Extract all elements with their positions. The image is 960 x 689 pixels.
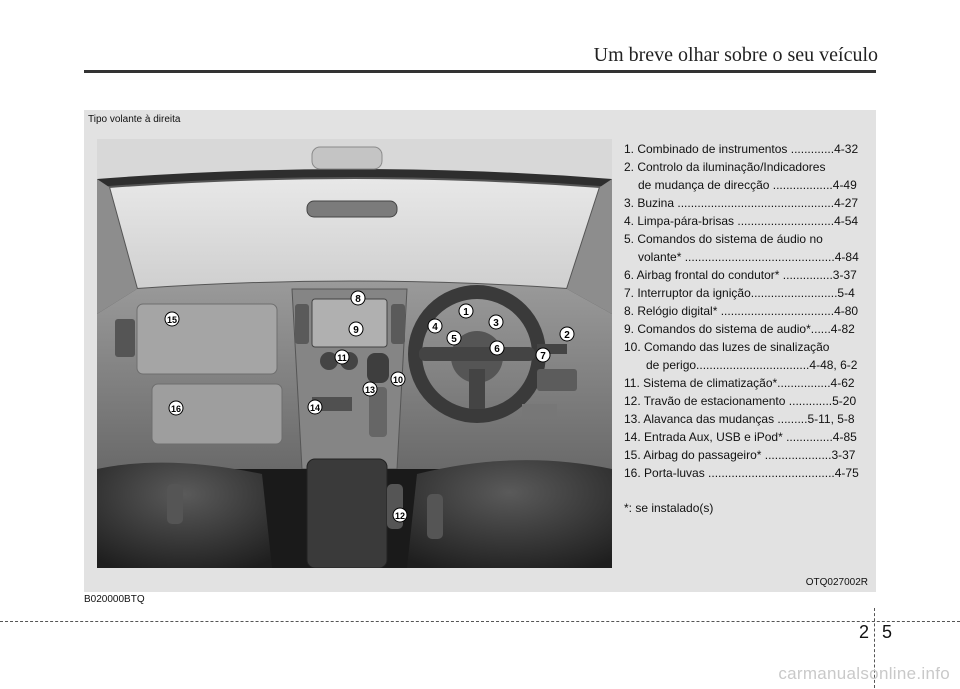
callout-12 bbox=[393, 508, 407, 522]
svg-text:5: 5 bbox=[451, 334, 457, 345]
photo-code: OTQ027002R bbox=[805, 577, 868, 588]
callout-15 bbox=[165, 312, 179, 326]
legend-item-3: 3. Buzina ...............................................4-27 bbox=[624, 196, 859, 210]
legend-item-5: 5. Comandos do sistema de áudio no volante* .............................................4-84 bbox=[624, 232, 859, 264]
callout-1 bbox=[459, 304, 473, 318]
callout-16 bbox=[169, 401, 183, 415]
svg-text:10: 10 bbox=[392, 375, 404, 385]
page-number: 5 bbox=[882, 622, 893, 642]
svg-text:12: 12 bbox=[394, 511, 406, 521]
callout-14 bbox=[308, 400, 322, 414]
legend-item-13: 13. Alavanca das mudanças .........5-11, 5-8 bbox=[624, 412, 855, 426]
chapter-number: 2 bbox=[859, 622, 870, 642]
legend-item-14: 14. Entrada Aux, USB e iPod* ..............4-85 bbox=[624, 430, 857, 444]
header-rule bbox=[84, 70, 876, 73]
site-watermark: carmanualsonline.info bbox=[778, 664, 950, 683]
svg-text:4: 4 bbox=[432, 322, 438, 333]
legend-item-1: 1. Combinado de instrumentos .............4-32 bbox=[624, 142, 859, 156]
svg-text:9: 9 bbox=[353, 325, 359, 336]
svg-text:13: 13 bbox=[364, 385, 376, 395]
callout-6 bbox=[490, 341, 504, 355]
document-code: B020000BTQ bbox=[84, 594, 145, 605]
callout-10 bbox=[391, 372, 405, 386]
callout-2 bbox=[560, 327, 574, 341]
dashboard-photo bbox=[97, 139, 612, 568]
legend-item-16: 16. Porta-luvas ......................................4-75 bbox=[624, 466, 859, 480]
footer-rule bbox=[0, 621, 960, 622]
callout-7 bbox=[536, 348, 550, 362]
figure-caption: Tipo volante à direita bbox=[88, 114, 181, 125]
svg-text:7: 7 bbox=[540, 351, 546, 362]
legend-item-12: 12. Travão de estacionamento .............5-20 bbox=[624, 394, 857, 408]
callout-11 bbox=[335, 350, 349, 364]
component-legend bbox=[624, 140, 869, 517]
legend-item-4: 4. Limpa-pára-brisas .............................4-54 bbox=[624, 214, 859, 228]
svg-text:14: 14 bbox=[309, 403, 321, 413]
svg-text:2: 2 bbox=[564, 330, 570, 341]
legend-footnote: *: se instalado(s) bbox=[624, 501, 714, 515]
callout-8 bbox=[351, 291, 365, 305]
legend-item-10: 10. Comando das luzes de sinalização de perigo..................................4-48, 6-2 bbox=[624, 340, 858, 372]
callout-5 bbox=[447, 331, 461, 345]
svg-text:11: 11 bbox=[337, 353, 347, 363]
legend-item-6: 6. Airbag frontal do condutor* ...............3-37 bbox=[624, 268, 857, 282]
legend-item-2: 2. Controlo da iluminação/Indicadores de mudança de direcção ..................4-49 bbox=[624, 160, 857, 192]
legend-item-11: 11. Sistema de climatização*................4-62 bbox=[624, 376, 855, 390]
svg-text:1: 1 bbox=[463, 307, 469, 318]
svg-text:16: 16 bbox=[170, 404, 182, 414]
svg-text:3: 3 bbox=[493, 318, 499, 329]
svg-text:15: 15 bbox=[166, 315, 178, 325]
legend-item-15: 15. Airbag do passageiro* ....................3-37 bbox=[624, 448, 856, 462]
page-header-title: Um breve olhar sobre o seu veículo bbox=[593, 44, 878, 66]
svg-text:8: 8 bbox=[355, 294, 361, 305]
legend-item-8: 8. Relógio digital* ..................................4-80 bbox=[624, 304, 859, 318]
callout-4 bbox=[428, 319, 442, 333]
legend-item-9: 9. Comandos do sistema de audio*......4-82 bbox=[624, 322, 855, 336]
svg-text:6: 6 bbox=[494, 344, 500, 355]
callout-9 bbox=[349, 322, 363, 336]
callout-3 bbox=[489, 315, 503, 329]
callout-13 bbox=[363, 382, 377, 396]
legend-item-7: 7. Interruptor da ignição..........................5-4 bbox=[624, 286, 855, 300]
